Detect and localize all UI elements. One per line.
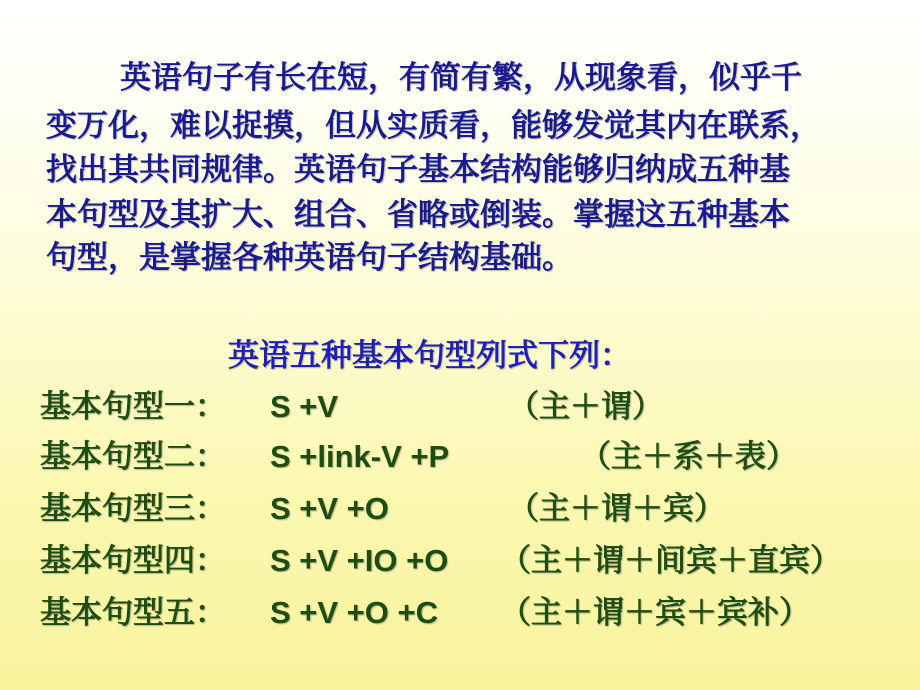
section-heading: 英语五种基本句型列式下列： — [228, 338, 631, 374]
pattern-label: 基本句型二： — [40, 439, 226, 475]
pattern-formula: S +V +O +C — [270, 595, 439, 630]
pattern-formula: S +V +O — [270, 491, 389, 526]
pattern-meaning: （主＋谓） — [508, 389, 663, 425]
pattern-label: 基本句型一： — [40, 389, 226, 425]
pattern-meaning: （主＋谓＋宾） — [508, 491, 725, 527]
paragraph-line-2: 变万化，难以捉摸，但从实质看，能够发觉其内在联系， — [46, 108, 821, 144]
pattern-label: 基本句型三： — [40, 491, 226, 527]
pattern-row-2 — [40, 434, 910, 480]
paragraph-line-3: 找出其共同规律。英语句子基本结构能够归纳成五种基 — [46, 152, 790, 188]
pattern-row-5 — [40, 590, 910, 636]
pattern-row-1 — [40, 384, 910, 430]
pattern-formula: S +V — [270, 389, 339, 424]
paragraph-line-1: 英语句子有长在短，有简有繁，从现象看，似乎千 — [58, 60, 802, 96]
pattern-label: 基本句型四： — [40, 543, 226, 579]
pattern-label: 基本句型五： — [40, 595, 226, 631]
pattern-meaning: （主＋谓＋宾＋宾补） — [500, 595, 810, 631]
pattern-meaning: （主＋谓＋间宾＋直宾） — [500, 543, 841, 579]
pattern-meaning: （主＋系＋表） — [580, 439, 797, 475]
pattern-row-4 — [40, 538, 910, 584]
pattern-row-3 — [40, 486, 910, 532]
pattern-formula: S +V +IO +O — [270, 543, 449, 578]
paragraph-line-4: 本句型及其扩大、组合、省略或倒装。掌握这五种基本 — [46, 197, 790, 233]
pattern-formula: S +link-V +P — [270, 439, 450, 474]
paragraph-line-5: 句型，是掌握各种英语句子结构基础。 — [46, 240, 573, 276]
